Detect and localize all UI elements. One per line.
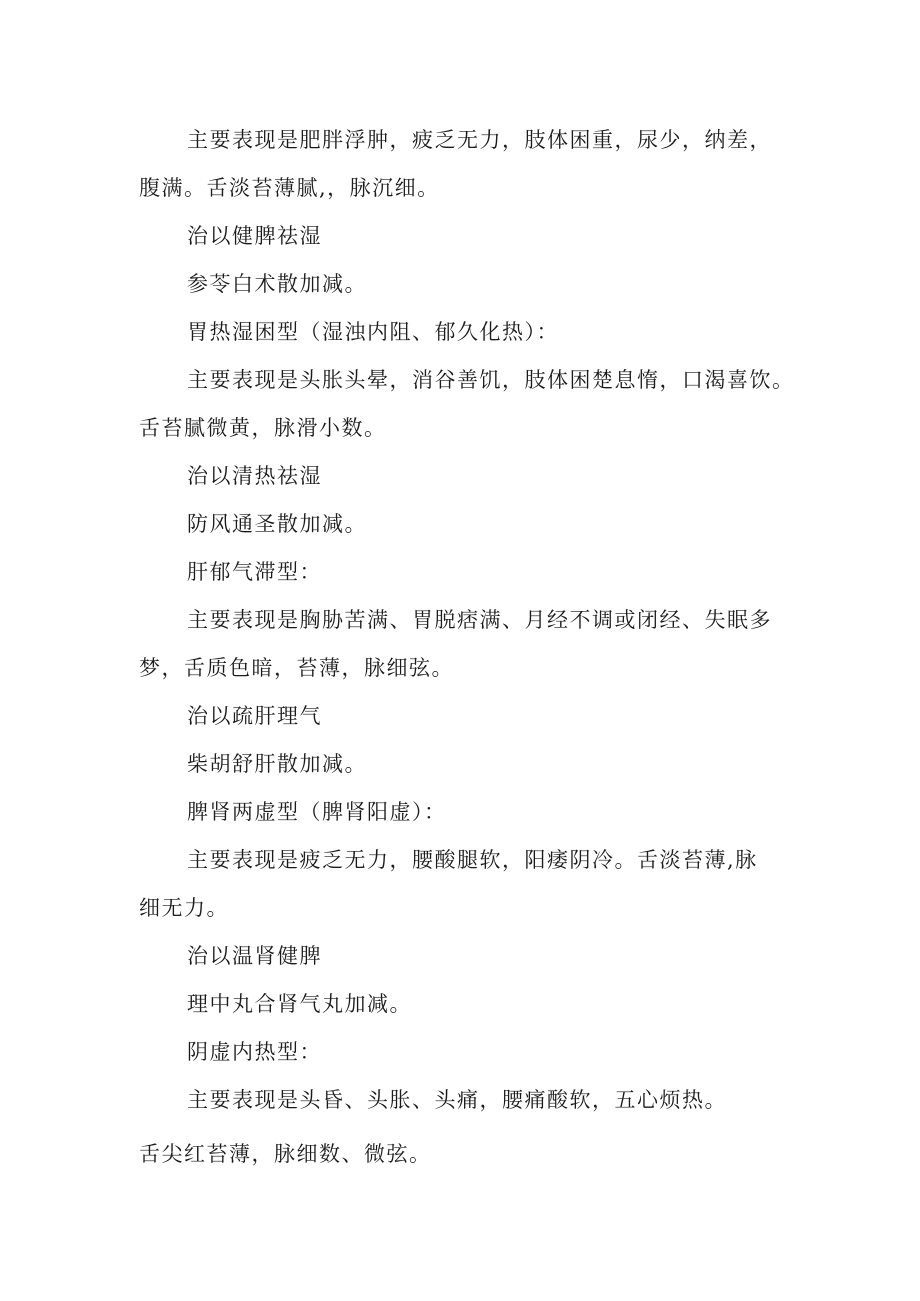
- text-line: 主要表现是疲乏无力，腰酸腿软，阳痿阴冷。舌淡苔薄,脉: [187, 848, 758, 872]
- prescription: 参苓白术散加减。: [187, 272, 367, 296]
- document-body: [139, 116, 799, 1178]
- syndrome-heading: 脾肾两虚型（脾肾阳虚）：: [187, 800, 447, 824]
- syndrome-heading: 胃热湿困型（湿浊内阻、郁久化热）：: [187, 320, 559, 344]
- treatment-principle: 治以温肾健脾: [187, 944, 322, 968]
- text-line: 主要表现是肥胖浮肿，疲乏无力，肢体困重，尿少，纳差，: [187, 128, 772, 152]
- text-line: 细无力。: [139, 896, 229, 920]
- text-line: 主要表现是头昏、头胀、头痛，腰痛酸软，五心烦热。: [187, 1088, 727, 1112]
- prescription: 理中丸合肾气丸加减。: [187, 992, 412, 1016]
- prescription: 柴胡舒肝散加减。: [187, 752, 367, 776]
- text-line: 腹满。舌淡苔薄腻,，脉沉细。: [139, 176, 440, 200]
- syndrome-heading: 肝郁气滞型：: [187, 560, 322, 584]
- text-line: 舌尖红苔薄，脉细数、微弦。: [139, 1142, 432, 1166]
- treatment-principle: 治以清热祛湿: [187, 464, 322, 488]
- prescription: 防风通圣散加减。: [187, 512, 367, 536]
- text-line: 梦，舌质色暗，苔薄，脉细弦。: [139, 656, 454, 680]
- syndrome-heading: 阴虚内热型：: [187, 1040, 322, 1064]
- treatment-principle: 治以疏肝理气: [187, 704, 322, 728]
- text-line: 主要表现是胸胁苦满、胃脱痞满、月经不调或闭经、失眠多: [187, 608, 772, 632]
- text-line: 主要表现是头胀头晕，消谷善饥，肢体困楚息惰，口渴喜饮。: [187, 368, 795, 392]
- text-line: 舌苔腻微黄，脉滑小数。: [139, 416, 387, 440]
- treatment-principle: 治以健脾祛湿: [187, 224, 322, 248]
